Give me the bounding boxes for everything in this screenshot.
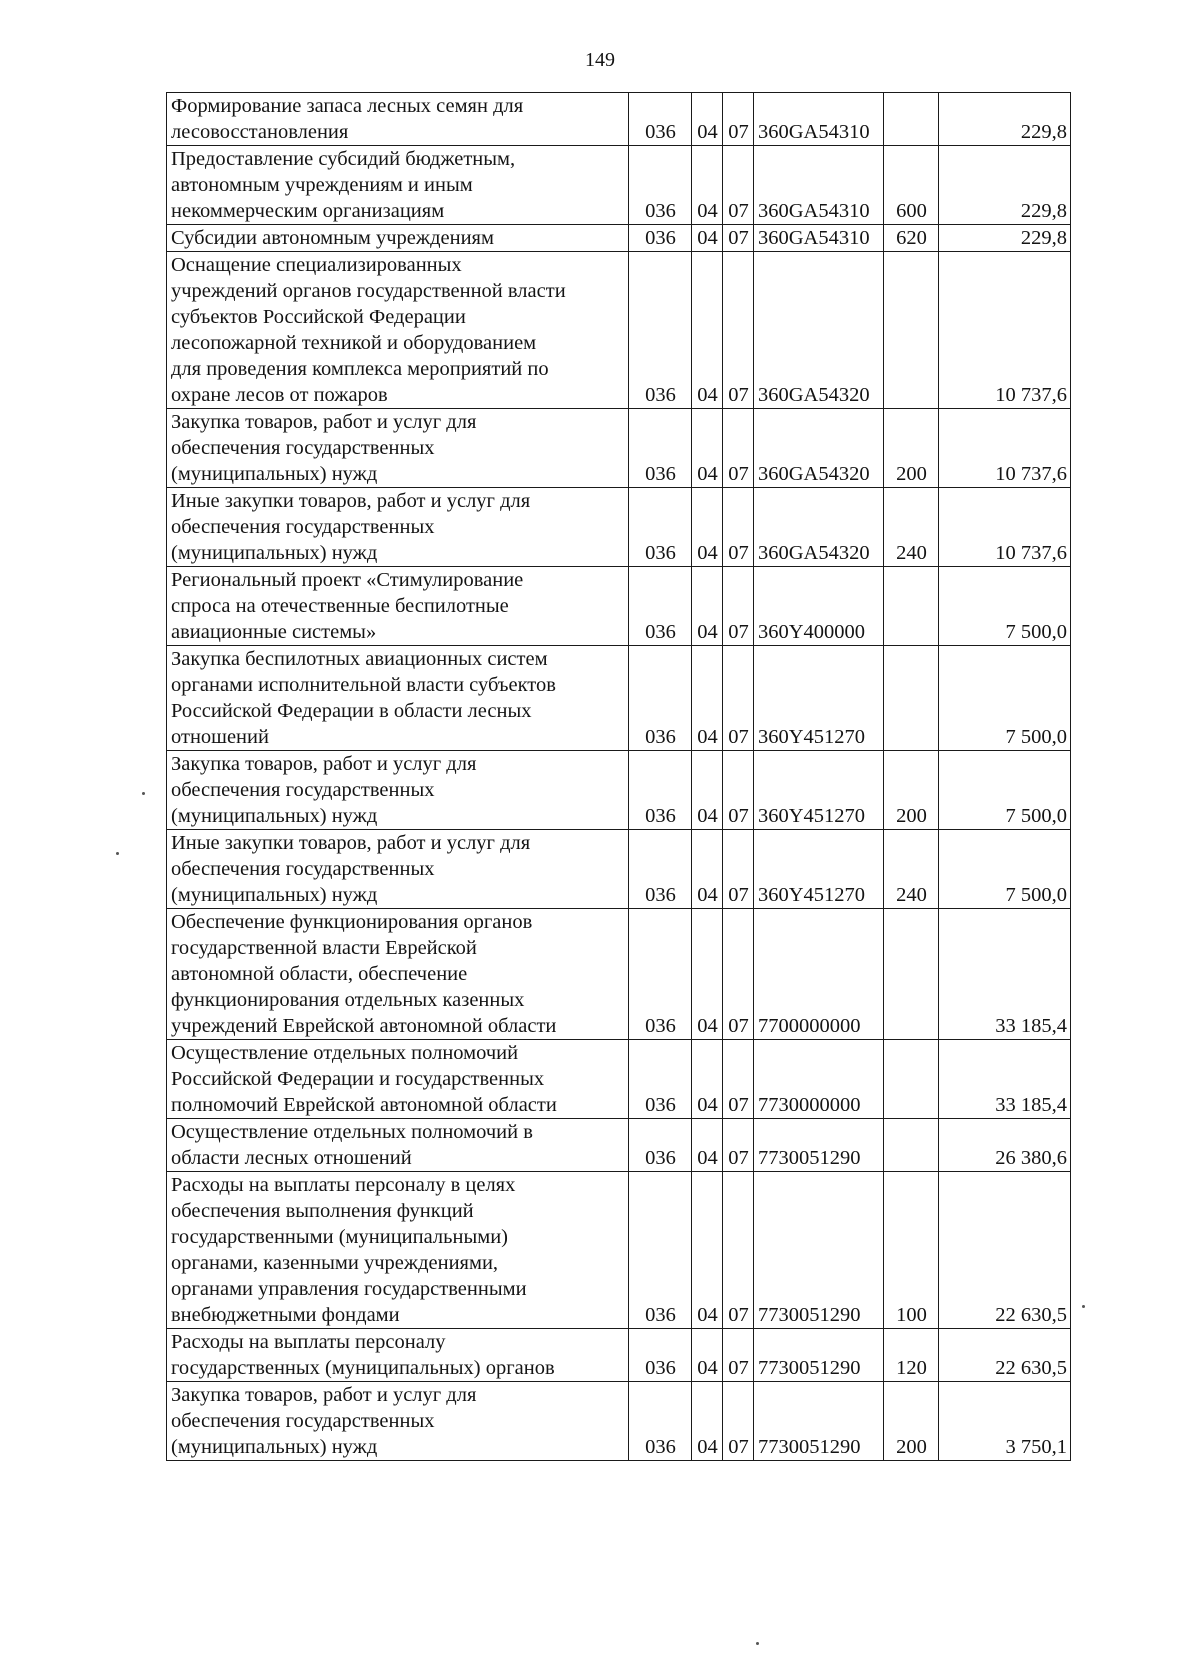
table-row xyxy=(167,909,1071,1040)
row-vr xyxy=(884,567,939,646)
row-cs: 360GA54320 xyxy=(754,488,884,567)
scan-speck xyxy=(756,1642,759,1645)
table-row xyxy=(167,751,1071,830)
row-cs: 360Y451270 xyxy=(754,830,884,909)
row-sum: 22 630,5 xyxy=(939,1329,1071,1382)
row-sum: 7 500,0 xyxy=(939,567,1071,646)
row-sum: 26 380,6 xyxy=(939,1119,1071,1172)
row-name: Иные закупки товаров, работ и услуг для обеспечения государственных (муниципальных) нужд xyxy=(167,488,629,567)
scan-speck xyxy=(142,792,145,795)
budget-table-body xyxy=(167,93,1071,1461)
row-gr: 036 xyxy=(629,1382,692,1461)
row-sum: 7 500,0 xyxy=(939,830,1071,909)
row-vr: 600 xyxy=(884,146,939,225)
row-vr: 200 xyxy=(884,751,939,830)
row-vr: 100 xyxy=(884,1172,939,1329)
row-gr: 036 xyxy=(629,252,692,409)
row-gr: 036 xyxy=(629,93,692,146)
row-cs: 360GA54310 xyxy=(754,93,884,146)
row-sum: 229,8 xyxy=(939,93,1071,146)
row-name: Субсидии автономным учреждениям xyxy=(167,225,629,252)
row-name: Осуществление отдельных полномочий в области лесных отношений xyxy=(167,1119,629,1172)
row-pr: 07 xyxy=(723,909,754,1040)
row-rz: 04 xyxy=(692,1119,723,1172)
row-pr: 07 xyxy=(723,1382,754,1461)
row-cs: 360GA54310 xyxy=(754,146,884,225)
row-sum: 10 737,6 xyxy=(939,488,1071,567)
budget-table xyxy=(166,92,1071,1461)
row-gr: 036 xyxy=(629,830,692,909)
table-row xyxy=(167,1040,1071,1119)
row-cs: 360GA54320 xyxy=(754,409,884,488)
row-vr: 120 xyxy=(884,1329,939,1382)
row-pr: 07 xyxy=(723,751,754,830)
row-cs: 360Y451270 xyxy=(754,751,884,830)
row-sum: 10 737,6 xyxy=(939,409,1071,488)
table-row xyxy=(167,1382,1071,1461)
row-vr: 200 xyxy=(884,1382,939,1461)
table-row xyxy=(167,225,1071,252)
row-cs: 360Y451270 xyxy=(754,646,884,751)
row-vr: 240 xyxy=(884,488,939,567)
row-rz: 04 xyxy=(692,909,723,1040)
row-gr: 036 xyxy=(629,409,692,488)
row-gr: 036 xyxy=(629,646,692,751)
scan-speck xyxy=(116,852,119,855)
row-gr: 036 xyxy=(629,146,692,225)
row-pr: 07 xyxy=(723,830,754,909)
row-pr: 07 xyxy=(723,1040,754,1119)
row-sum: 10 737,6 xyxy=(939,252,1071,409)
row-rz: 04 xyxy=(692,751,723,830)
row-pr: 07 xyxy=(723,409,754,488)
row-sum: 7 500,0 xyxy=(939,751,1071,830)
row-rz: 04 xyxy=(692,1382,723,1461)
row-sum: 3 750,1 xyxy=(939,1382,1071,1461)
row-pr: 07 xyxy=(723,646,754,751)
row-vr: 620 xyxy=(884,225,939,252)
row-gr: 036 xyxy=(629,488,692,567)
row-rz: 04 xyxy=(692,1040,723,1119)
table-row xyxy=(167,252,1071,409)
row-pr: 07 xyxy=(723,252,754,409)
row-gr: 036 xyxy=(629,225,692,252)
row-rz: 04 xyxy=(692,646,723,751)
row-rz: 04 xyxy=(692,488,723,567)
row-sum: 229,8 xyxy=(939,146,1071,225)
row-cs: 360Y400000 xyxy=(754,567,884,646)
row-rz: 04 xyxy=(692,146,723,225)
row-name: Обеспечение функционирования органов государственной власти Еврейской автономной области, обеспечение функционирования отдельных казенных учреждений Еврейской автономной области xyxy=(167,909,629,1040)
row-cs: 7730051290 xyxy=(754,1382,884,1461)
table-row xyxy=(167,1119,1071,1172)
row-name: Закупка беспилотных авиационных систем органами исполнительной власти субъектов Российской Федерации в области лесных отношений xyxy=(167,646,629,751)
row-vr xyxy=(884,93,939,146)
row-cs: 7700000000 xyxy=(754,909,884,1040)
row-vr xyxy=(884,1040,939,1119)
row-gr: 036 xyxy=(629,1329,692,1382)
row-name: Закупка товаров, работ и услуг для обеспечения государственных (муниципальных) нужд xyxy=(167,751,629,830)
row-name: Закупка товаров, работ и услуг для обеспечения государственных (муниципальных) нужд xyxy=(167,409,629,488)
table-row xyxy=(167,409,1071,488)
row-sum: 33 185,4 xyxy=(939,909,1071,1040)
row-pr: 07 xyxy=(723,93,754,146)
row-vr: 240 xyxy=(884,830,939,909)
table-row xyxy=(167,830,1071,909)
row-gr: 036 xyxy=(629,751,692,830)
row-cs: 7730000000 xyxy=(754,1040,884,1119)
row-name: Закупка товаров, работ и услуг для обеспечения государственных (муниципальных) нужд xyxy=(167,1382,629,1461)
row-pr: 07 xyxy=(723,225,754,252)
row-name: Иные закупки товаров, работ и услуг для обеспечения государственных (муниципальных) нужд xyxy=(167,830,629,909)
table-row xyxy=(167,1172,1071,1329)
row-pr: 07 xyxy=(723,488,754,567)
row-name: Предоставление субсидий бюджетным, автономным учреждениям и иным некоммерческим организациям xyxy=(167,146,629,225)
row-gr: 036 xyxy=(629,1172,692,1329)
row-cs: 7730051290 xyxy=(754,1119,884,1172)
row-cs: 7730051290 xyxy=(754,1172,884,1329)
row-rz: 04 xyxy=(692,1329,723,1382)
row-cs: 360GA54310 xyxy=(754,225,884,252)
row-pr: 07 xyxy=(723,1172,754,1329)
row-name: Расходы на выплаты персоналу государственных (муниципальных) органов xyxy=(167,1329,629,1382)
row-rz: 04 xyxy=(692,567,723,646)
row-vr xyxy=(884,1119,939,1172)
row-pr: 07 xyxy=(723,567,754,646)
row-sum: 22 630,5 xyxy=(939,1172,1071,1329)
row-name: Оснащение специализированных учреждений органов государственной власти субъектов Российской Федерации лесопожарной техникой и оборудованием для проведения комплекса мероприятий по охране лесов от пожаров xyxy=(167,252,629,409)
row-gr: 036 xyxy=(629,1119,692,1172)
row-rz: 04 xyxy=(692,409,723,488)
row-rz: 04 xyxy=(692,830,723,909)
scan-speck xyxy=(1082,1305,1085,1308)
row-pr: 07 xyxy=(723,1329,754,1382)
row-name: Региональный проект «Стимулирование спроса на отечественные беспилотные авиационные системы» xyxy=(167,567,629,646)
row-gr: 036 xyxy=(629,1040,692,1119)
row-name: Расходы на выплаты персоналу в целях обеспечения выполнения функций государственными (муниципальными) органами, казенными учреждениями, органами управления государственными внебюджетными фондами xyxy=(167,1172,629,1329)
row-cs: 360GA54320 xyxy=(754,252,884,409)
row-gr: 036 xyxy=(629,567,692,646)
row-name: Формирование запаса лесных семян для лесовосстановления xyxy=(167,93,629,146)
row-vr: 200 xyxy=(884,409,939,488)
row-rz: 04 xyxy=(692,252,723,409)
table-row xyxy=(167,1329,1071,1382)
table-row xyxy=(167,567,1071,646)
row-vr xyxy=(884,252,939,409)
table-row xyxy=(167,93,1071,146)
row-name: Осуществление отдельных полномочий Российской Федерации и государственных полномочий Еврейской автономной области xyxy=(167,1040,629,1119)
row-rz: 04 xyxy=(692,93,723,146)
row-sum: 33 185,4 xyxy=(939,1040,1071,1119)
row-rz: 04 xyxy=(692,1172,723,1329)
row-cs: 7730051290 xyxy=(754,1329,884,1382)
row-pr: 07 xyxy=(723,146,754,225)
row-sum: 7 500,0 xyxy=(939,646,1071,751)
page-number: 149 xyxy=(585,49,615,71)
row-rz: 04 xyxy=(692,225,723,252)
row-pr: 07 xyxy=(723,1119,754,1172)
row-vr xyxy=(884,646,939,751)
table-row xyxy=(167,488,1071,567)
table-row xyxy=(167,146,1071,225)
table-row xyxy=(167,646,1071,751)
row-gr: 036 xyxy=(629,909,692,1040)
row-vr xyxy=(884,909,939,1040)
row-sum: 229,8 xyxy=(939,225,1071,252)
